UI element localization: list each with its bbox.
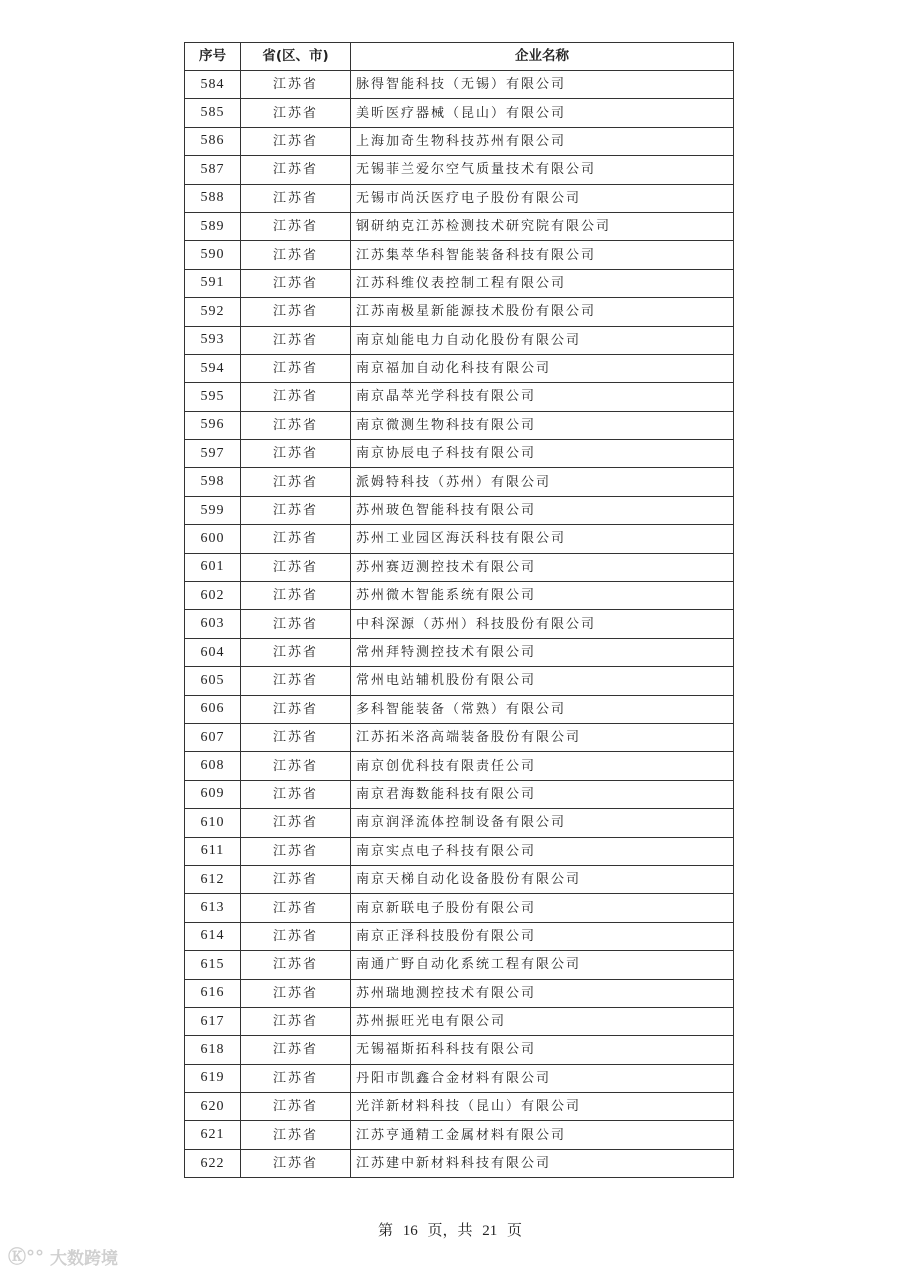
serial-cell: 618	[185, 1036, 241, 1064]
enterprise-table	[184, 42, 734, 1178]
company-name-cell: 光洋新材料科技（昆山）有限公司	[351, 1093, 734, 1121]
footer-mid: 页，共	[427, 1223, 473, 1239]
serial-cell: 590	[185, 241, 241, 269]
serial-cell: 621	[185, 1121, 241, 1149]
table-row	[185, 354, 734, 382]
province-cell: 江苏省	[241, 837, 351, 865]
table-header-row	[185, 43, 734, 71]
watermark-text: 大数跨境	[50, 1248, 118, 1269]
company-name-cell: 无锡市尚沃医疗电子股份有限公司	[351, 184, 734, 212]
company-name-cell: 中科深源（苏州）科技股份有限公司	[351, 610, 734, 638]
kuajing-logo-icon: Ⓚ°°	[8, 1247, 44, 1268]
company-name-cell: 南京新联电子股份有限公司	[351, 894, 734, 922]
company-name-cell: 江苏建中新材料科技有限公司	[351, 1149, 734, 1177]
serial-cell: 605	[185, 667, 241, 695]
table-row	[185, 99, 734, 127]
province-cell: 江苏省	[241, 865, 351, 893]
table-row	[185, 553, 734, 581]
company-name-cell: 苏州玻色智能科技有限公司	[351, 496, 734, 524]
province-cell: 江苏省	[241, 241, 351, 269]
company-name-cell: 常州拜特测控技术有限公司	[351, 638, 734, 666]
company-name-cell: 南京天梯自动化设备股份有限公司	[351, 865, 734, 893]
province-cell: 江苏省	[241, 184, 351, 212]
province-cell: 江苏省	[241, 979, 351, 1007]
province-cell: 江苏省	[241, 1007, 351, 1035]
province-cell: 江苏省	[241, 809, 351, 837]
company-name-cell: 南京创优科技有限责任公司	[351, 752, 734, 780]
province-cell: 江苏省	[241, 638, 351, 666]
company-name-cell: 南京晶萃光学科技有限公司	[351, 383, 734, 411]
table-row	[185, 383, 734, 411]
serial-cell: 611	[185, 837, 241, 865]
footer-suffix: 页	[507, 1223, 523, 1239]
company-name-cell: 南京君海数能科技有限公司	[351, 780, 734, 808]
province-cell: 江苏省	[241, 780, 351, 808]
province-cell: 江苏省	[241, 582, 351, 610]
company-name-cell: 苏州振旺光电有限公司	[351, 1007, 734, 1035]
footer-prefix: 第	[377, 1223, 393, 1239]
company-name-cell: 南京润泽流体控制设备有限公司	[351, 809, 734, 837]
province-cell: 江苏省	[241, 610, 351, 638]
table-row	[185, 212, 734, 240]
company-name-cell: 南京微测生物科技有限公司	[351, 411, 734, 439]
company-name-cell: 上海加奇生物科技苏州有限公司	[351, 127, 734, 155]
table-row	[185, 1121, 734, 1149]
serial-cell: 589	[185, 212, 241, 240]
company-name-cell: 江苏集萃华科智能装备科技有限公司	[351, 241, 734, 269]
serial-cell: 615	[185, 951, 241, 979]
company-name-cell: 钢研纳克江苏检测技术研究院有限公司	[351, 212, 734, 240]
table-row	[185, 1093, 734, 1121]
table-body	[185, 71, 734, 1178]
serial-cell: 596	[185, 411, 241, 439]
table-row	[185, 979, 734, 1007]
serial-cell: 617	[185, 1007, 241, 1035]
company-name-cell: 无锡菲兰爱尔空气质量技术有限公司	[351, 156, 734, 184]
province-cell: 江苏省	[241, 695, 351, 723]
province-cell: 江苏省	[241, 411, 351, 439]
table-row	[185, 865, 734, 893]
province-cell: 江苏省	[241, 71, 351, 99]
table-row	[185, 809, 734, 837]
company-name-cell: 苏州赛迈测控技术有限公司	[351, 553, 734, 581]
serial-cell: 591	[185, 269, 241, 297]
serial-cell: 607	[185, 723, 241, 751]
serial-cell: 619	[185, 1064, 241, 1092]
province-cell: 江苏省	[241, 496, 351, 524]
serial-cell: 601	[185, 553, 241, 581]
serial-cell: 608	[185, 752, 241, 780]
company-name-cell: 苏州微木智能系统有限公司	[351, 582, 734, 610]
table-row	[185, 610, 734, 638]
serial-cell: 612	[185, 865, 241, 893]
serial-cell: 602	[185, 582, 241, 610]
table-row	[185, 723, 734, 751]
table-row	[185, 71, 734, 99]
serial-cell: 603	[185, 610, 241, 638]
province-cell: 江苏省	[241, 1064, 351, 1092]
serial-cell: 594	[185, 354, 241, 382]
table-row	[185, 837, 734, 865]
watermark	[8, 1243, 118, 1269]
serial-cell: 587	[185, 156, 241, 184]
company-name-cell: 南京福加自动化科技有限公司	[351, 354, 734, 382]
serial-cell: 613	[185, 894, 241, 922]
serial-cell: 588	[185, 184, 241, 212]
serial-cell: 616	[185, 979, 241, 1007]
serial-cell: 614	[185, 922, 241, 950]
serial-cell: 599	[185, 496, 241, 524]
company-name-cell: 南京实点电子科技有限公司	[351, 837, 734, 865]
table-row	[185, 440, 734, 468]
serial-cell: 593	[185, 326, 241, 354]
table-row	[185, 1064, 734, 1092]
table-row	[185, 298, 734, 326]
province-cell: 江苏省	[241, 667, 351, 695]
table-row	[185, 780, 734, 808]
table-row	[185, 241, 734, 269]
province-cell: 江苏省	[241, 298, 351, 326]
province-cell: 江苏省	[241, 99, 351, 127]
table-row	[185, 951, 734, 979]
current-page: 16	[402, 1223, 418, 1239]
province-cell: 江苏省	[241, 1093, 351, 1121]
table-row	[185, 1036, 734, 1064]
table-row	[185, 127, 734, 155]
serial-cell: 595	[185, 383, 241, 411]
table-row	[185, 156, 734, 184]
province-cell: 江苏省	[241, 922, 351, 950]
company-name-cell: 丹阳市凯鑫合金材料有限公司	[351, 1064, 734, 1092]
header-company-name: 企业名称	[351, 43, 734, 71]
company-name-cell: 南京灿能电力自动化股份有限公司	[351, 326, 734, 354]
serial-cell: 598	[185, 468, 241, 496]
table-row	[185, 468, 734, 496]
company-name-cell: 脉得智能科技（无锡）有限公司	[351, 71, 734, 99]
serial-cell: 604	[185, 638, 241, 666]
company-name-cell: 多科智能装备（常熟）有限公司	[351, 695, 734, 723]
table-row	[185, 269, 734, 297]
company-name-cell: 无锡福斯拓科科技有限公司	[351, 1036, 734, 1064]
table-row	[185, 411, 734, 439]
table-row	[185, 922, 734, 950]
table-row	[185, 695, 734, 723]
province-cell: 江苏省	[241, 894, 351, 922]
company-name-cell: 南通广野自动化系统工程有限公司	[351, 951, 734, 979]
province-cell: 江苏省	[241, 1149, 351, 1177]
company-name-cell: 常州电站辅机股份有限公司	[351, 667, 734, 695]
serial-cell: 620	[185, 1093, 241, 1121]
serial-cell: 597	[185, 440, 241, 468]
province-cell: 江苏省	[241, 212, 351, 240]
province-cell: 江苏省	[241, 553, 351, 581]
table-row	[185, 1007, 734, 1035]
total-pages: 21	[482, 1223, 498, 1239]
company-name-cell: 派姆特科技（苏州）有限公司	[351, 468, 734, 496]
province-cell: 江苏省	[241, 269, 351, 297]
company-name-cell: 江苏亨通精工金属材料有限公司	[351, 1121, 734, 1149]
province-cell: 江苏省	[241, 383, 351, 411]
company-name-cell: 南京正泽科技股份有限公司	[351, 922, 734, 950]
table-row	[185, 496, 734, 524]
table-row	[185, 894, 734, 922]
province-cell: 江苏省	[241, 752, 351, 780]
province-cell: 江苏省	[241, 1121, 351, 1149]
serial-cell: 586	[185, 127, 241, 155]
serial-cell: 592	[185, 298, 241, 326]
company-name-cell: 美昕医疗器械（昆山）有限公司	[351, 99, 734, 127]
province-cell: 江苏省	[241, 440, 351, 468]
company-name-cell: 南京协辰电子科技有限公司	[351, 440, 734, 468]
province-cell: 江苏省	[241, 354, 351, 382]
table-row	[185, 1149, 734, 1177]
serial-cell: 606	[185, 695, 241, 723]
table-row	[185, 667, 734, 695]
table-row	[185, 184, 734, 212]
company-name-cell: 苏州工业园区海沃科技有限公司	[351, 525, 734, 553]
serial-cell: 609	[185, 780, 241, 808]
province-cell: 江苏省	[241, 127, 351, 155]
table-row	[185, 326, 734, 354]
table-row	[185, 638, 734, 666]
serial-cell: 600	[185, 525, 241, 553]
serial-cell: 585	[185, 99, 241, 127]
company-name-cell: 江苏科维仪表控制工程有限公司	[351, 269, 734, 297]
serial-cell: 584	[185, 71, 241, 99]
province-cell: 江苏省	[241, 723, 351, 751]
table-row	[185, 582, 734, 610]
company-name-cell: 江苏南极星新能源技术股份有限公司	[351, 298, 734, 326]
serial-cell: 622	[185, 1149, 241, 1177]
header-serial: 序号	[185, 43, 241, 71]
province-cell: 江苏省	[241, 525, 351, 553]
header-province: 省(区、市)	[241, 43, 351, 71]
province-cell: 江苏省	[241, 1036, 351, 1064]
province-cell: 江苏省	[241, 951, 351, 979]
table-row	[185, 525, 734, 553]
company-name-cell: 苏州瑞地测控技术有限公司	[351, 979, 734, 1007]
company-name-cell: 江苏拓米洛高端装备股份有限公司	[351, 723, 734, 751]
page-footer	[0, 1219, 900, 1240]
serial-cell: 610	[185, 809, 241, 837]
province-cell: 江苏省	[241, 156, 351, 184]
table-row	[185, 752, 734, 780]
province-cell: 江苏省	[241, 468, 351, 496]
province-cell: 江苏省	[241, 326, 351, 354]
